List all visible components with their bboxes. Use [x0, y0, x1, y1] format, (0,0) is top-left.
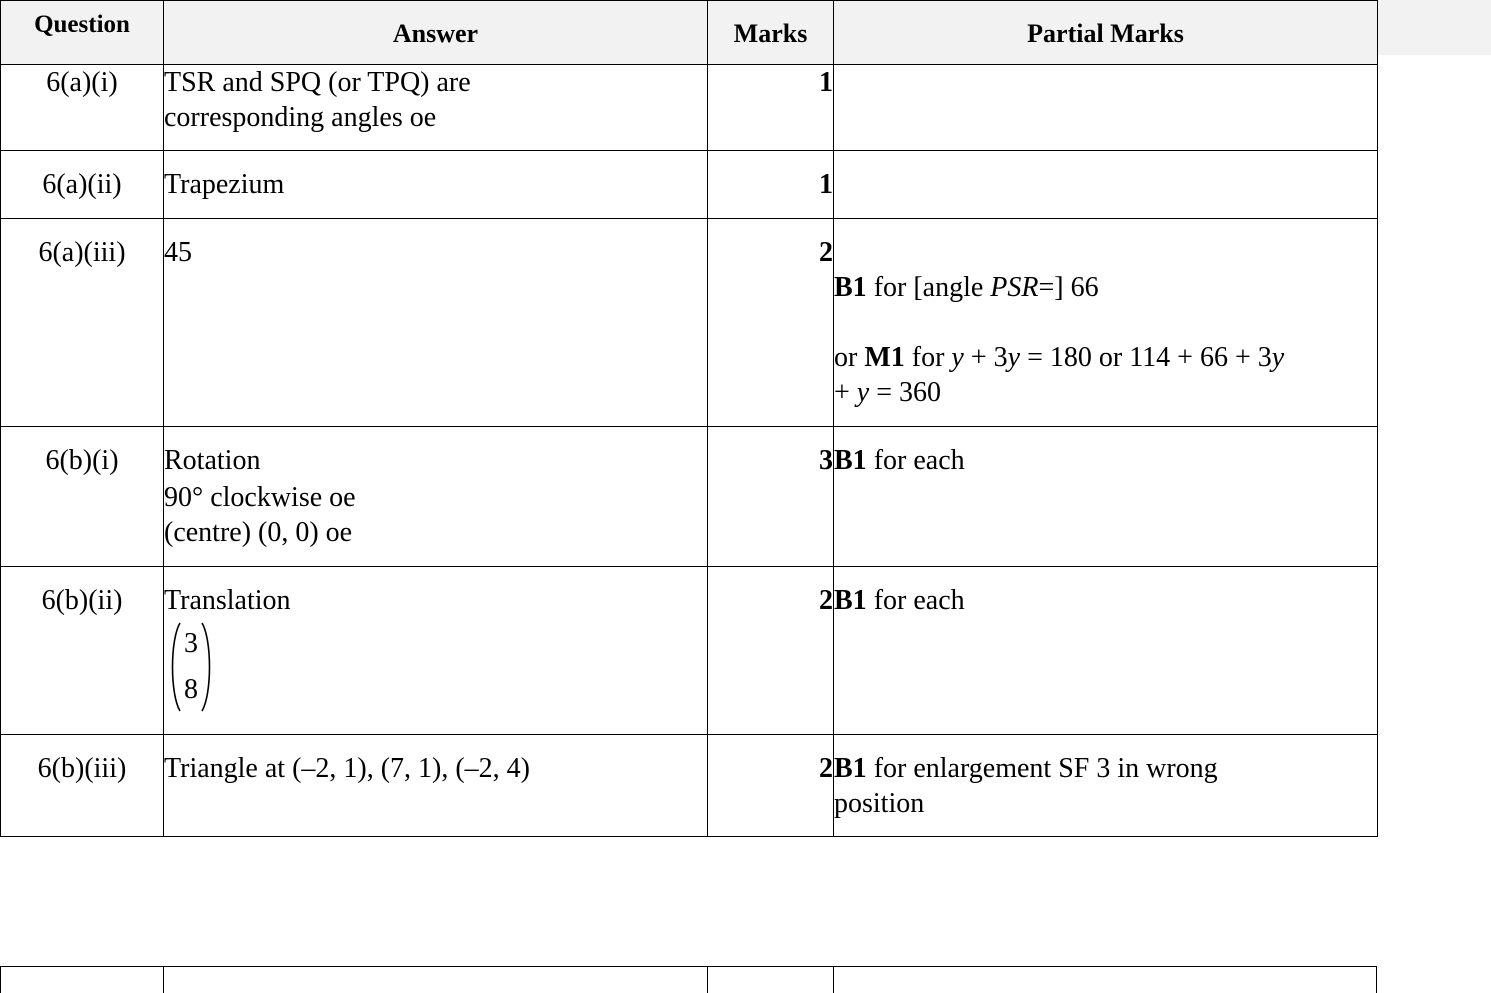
partial-marks-cell: [834, 219, 1378, 427]
partial-marks-cell: B1 for each: [834, 567, 1378, 735]
question-number: 6(a)(iii): [1, 219, 164, 427]
left-parenthesis-icon: [168, 622, 182, 712]
marks-cell: 1: [708, 65, 834, 151]
header-answer: Answer: [164, 1, 708, 65]
mark-code-b1: B1: [834, 585, 867, 616]
answer-cell: [164, 65, 708, 151]
answer-cell: [164, 219, 708, 427]
table-row: [1, 151, 1378, 219]
answer-line: TSR and SPQ (or TPQ) are: [164, 67, 471, 98]
answer-cell: [164, 567, 708, 735]
marks-cell: 3: [708, 427, 834, 567]
partial-marks-cell: [834, 65, 1378, 151]
answer-cell: [164, 151, 708, 219]
table-row: [1, 65, 1378, 151]
column-vector: [168, 622, 214, 712]
header-marks: Marks: [708, 1, 834, 65]
answer-line: Rotation: [164, 445, 261, 476]
answer-line: Trapezium: [164, 169, 285, 200]
header-question: Question: [1, 1, 164, 65]
vector-bottom-component: 8: [184, 674, 198, 705]
mark-code-b1: B1: [834, 753, 867, 784]
table-header-row: [1, 1, 1378, 65]
answer-cell: [164, 735, 708, 837]
partial-marks-cell: B1 for enlargement SF 3 in wrong position: [834, 735, 1378, 837]
partial-marks-cell: B1 for each: [834, 427, 1378, 567]
vector-top-component: 3: [184, 628, 198, 659]
next-table-top-edge: [0, 966, 1377, 993]
answer-line: Triangle at (–2, 1), (7, 1), (–2, 4): [164, 753, 531, 784]
answer-line: corresponding angles oe: [164, 102, 437, 133]
partial-m1-line: or M1 for y + 3y = 180 or 114 + 66 + 3y: [834, 342, 1285, 373]
marks-cell: 2: [708, 735, 834, 837]
mark-code-b1: B1: [834, 445, 867, 476]
marks-cell: 1: [708, 151, 834, 219]
mark-code-m1: M1: [864, 342, 905, 373]
mark-code-b1: B1: [834, 272, 867, 303]
answer-line: 45: [164, 237, 192, 268]
question-number: 6(a)(ii): [1, 151, 164, 219]
question-number: 6(a)(i): [1, 65, 164, 151]
answer-cell: [164, 427, 708, 567]
partial-b1-line: B1 for [angle PSR=] 66: [834, 272, 1099, 303]
table-row: [1, 567, 1378, 735]
question-number: 6(b)(i): [1, 427, 164, 567]
question-number: 6(b)(ii): [1, 567, 164, 735]
partial-m1-line-continued: + y = 360: [834, 377, 942, 408]
marks-cell: 2: [708, 567, 834, 735]
question-number: 6(b)(iii): [1, 735, 164, 837]
answer-line: 90° clockwise oe: [164, 482, 356, 513]
table-row: [1, 427, 1378, 567]
table-row: [1, 219, 1378, 427]
marks-cell: 2: [708, 219, 834, 427]
partial-marks-cell: [834, 151, 1378, 219]
right-parenthesis-icon: [200, 622, 214, 712]
header-partial-marks: Partial Marks: [834, 1, 1378, 65]
answer-line: (centre) (0, 0) oe: [164, 517, 353, 548]
table-row: [1, 735, 1378, 837]
answer-line: Translation: [164, 585, 291, 616]
